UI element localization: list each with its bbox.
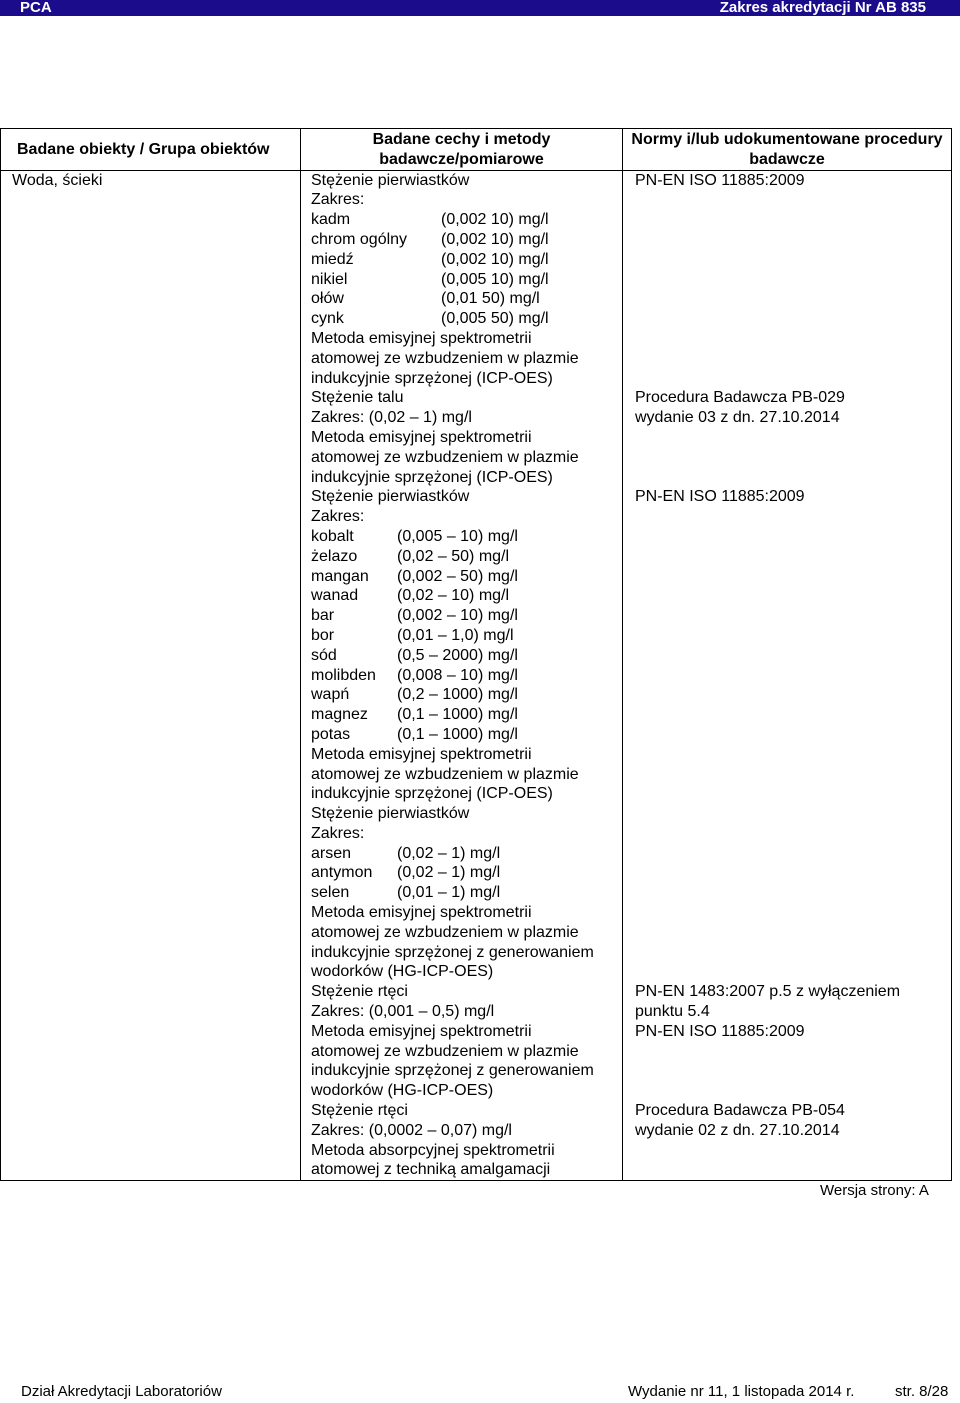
element-range: (0,5 – 2000) mg/l [397, 646, 518, 664]
footer-page-number: str. 8/28 [895, 1383, 949, 1400]
norm-reference: Procedura Badawcza PB-029 [635, 389, 845, 407]
footer-edition: Wydanie nr 11, 1 listopada 2014 r. [628, 1383, 855, 1400]
element-range-row [311, 626, 622, 646]
method-title: Stężenie rtęci [311, 1102, 408, 1120]
page-version: Wersja strony: A [820, 1182, 929, 1199]
method-description-line: atomowej ze wzbudzeniem w plazmie [311, 923, 579, 941]
method-description-line: Metoda emisyjnej spektrometrii [311, 1022, 532, 1040]
element-name: sód [311, 646, 337, 664]
header-org: PCA [20, 0, 52, 16]
method-description-line: Metoda emisyjnej spektrometrii [311, 428, 532, 446]
norm-group [635, 1101, 951, 1180]
norm-group [635, 388, 951, 487]
method-description-line: indukcyjnie sprzężonej (ICP-OES) [311, 468, 553, 486]
method-description-line: wodorków (HG-ICP-OES) [311, 963, 494, 981]
element-range-row [311, 685, 622, 705]
footer-department: Dział Akredytacji Laboratoriów [21, 1383, 222, 1400]
scope-range: Zakres: (0,02 – 1) mg/l [311, 409, 472, 427]
norm-group [635, 982, 951, 1101]
col-header-objects: Badane obiekty / Grupa obiektów [1, 129, 301, 171]
method-description-line: atomowej ze wzbudzeniem w plazmie [311, 448, 579, 466]
method-description-line: Metoda emisyjnej spektrometrii [311, 745, 532, 763]
method-group [311, 982, 622, 1101]
element-range: (0,005 50) mg/l [441, 310, 549, 328]
element-range: (0,002 10) mg/l [441, 211, 549, 229]
methods-cell [301, 170, 623, 1181]
norm-reference: punktu 5.4 [635, 1003, 710, 1021]
element-range-row [311, 250, 622, 270]
method-description-line: atomowej z techniką amalgamacji [311, 1161, 551, 1179]
element-range: (0,002 10) mg/l [441, 250, 549, 268]
element-range: (0,01 – 1,0) mg/l [397, 626, 514, 644]
method-description-line: indukcyjnie sprzężonej (ICP-OES) [311, 369, 553, 387]
method-description-line: Metoda emisyjnej spektrometrii [311, 329, 532, 347]
method-description-line: atomowej ze wzbudzeniem w plazmie [311, 349, 579, 367]
method-description-line: indukcyjnie sprzężonej z generowaniem [311, 943, 594, 961]
element-range: (0,002 – 10) mg/l [397, 607, 518, 625]
element-name: molibden [311, 666, 376, 684]
element-range-row [311, 527, 622, 547]
element-name: żelazo [311, 547, 358, 565]
norm-reference: PN-EN 1483:2007 p.5 z wyłączeniem [635, 983, 901, 1001]
norm-reference: PN-EN ISO 11885:2009 [635, 171, 805, 189]
element-range-row [311, 230, 622, 250]
element-name: bor [311, 626, 335, 644]
col-header-norms: Normy i/lub udokumentowane procedury badawcze [623, 129, 952, 171]
norm-reference: Procedura Badawcza PB-054 [635, 1102, 845, 1120]
method-group [311, 388, 622, 487]
element-range: (0,2 – 1000) mg/l [397, 686, 518, 704]
element-name: ołów [311, 290, 344, 308]
element-range-row [311, 883, 622, 903]
norm-reference: wydanie 02 z dn. 27.10.2014 [635, 1121, 840, 1139]
col-header-methods: Badane cechy i metody badawcze/pomiarowe [301, 129, 623, 171]
element-name: cynk [311, 310, 344, 328]
method-description-line: Metoda emisyjnej spektrometrii [311, 904, 532, 922]
element-name: potas [311, 725, 351, 743]
element-range: (0,1 – 1000) mg/l [397, 706, 518, 724]
element-range: (0,005 – 10) mg/l [397, 527, 518, 545]
header-title: Zakres akredytacji Nr AB 835 [719, 0, 926, 16]
scope-range: Zakres: (0,0002 – 0,07) mg/l [311, 1121, 512, 1139]
method-description-line: Metoda absorpcyjnej spektrometrii [311, 1141, 555, 1159]
element-range-row [311, 646, 622, 666]
norm-group [635, 487, 951, 804]
element-range: (0,01 – 1) mg/l [397, 884, 501, 902]
method-description-line: indukcyjnie sprzężonej (ICP-OES) [311, 785, 553, 803]
element-name: kadm [311, 211, 351, 229]
document-header-bar [0, 0, 960, 16]
method-title: Stężenie pierwiastków [311, 805, 470, 823]
method-description-line: indukcyjnie sprzężonej z generowaniem [311, 1062, 594, 1080]
element-name: chrom ogólny [311, 230, 408, 248]
table-header-row [1, 129, 952, 171]
element-range: (0,02 – 1) mg/l [397, 864, 501, 882]
element-range-row [311, 844, 622, 864]
norm-reference: wydanie 03 z dn. 27.10.2014 [635, 409, 840, 427]
element-name: antymon [311, 864, 373, 882]
element-range: (0,02 – 1) mg/l [397, 844, 501, 862]
element-name: kobalt [311, 527, 354, 545]
element-range-row [311, 309, 622, 329]
method-description-line: atomowej ze wzbudzeniem w plazmie [311, 765, 579, 783]
method-title: Stężenie talu [311, 389, 404, 407]
element-range-row [311, 586, 622, 606]
element-range-row [311, 705, 622, 725]
norms-cell [623, 170, 952, 1181]
norm-group [635, 804, 951, 982]
norm-reference: PN-EN ISO 11885:2009 [635, 488, 805, 506]
element-name: wapń [311, 686, 350, 704]
scope-label: Zakres: [311, 508, 365, 526]
norm-group [635, 171, 951, 389]
element-range: (0,002 10) mg/l [441, 230, 549, 248]
element-range-row [311, 725, 622, 745]
element-name: selen [311, 884, 350, 902]
norm-reference: PN-EN ISO 11885:2009 [635, 1022, 805, 1040]
element-range-row [311, 606, 622, 626]
element-name: mangan [311, 567, 369, 585]
element-range: (0,008 – 10) mg/l [397, 666, 518, 684]
element-range-row [311, 210, 622, 230]
element-name: magnez [311, 706, 368, 724]
element-range-row [311, 567, 622, 587]
scope-label: Zakres: [311, 824, 365, 842]
element-range-row [311, 863, 622, 883]
element-range-row [311, 270, 622, 290]
method-title: Stężenie pierwiastków [311, 171, 470, 189]
accreditation-table [0, 128, 952, 1181]
element-name: nikiel [311, 270, 348, 288]
element-range: (0,01 50) mg/l [441, 290, 540, 308]
element-name: miedź [311, 250, 354, 268]
element-name: wanad [311, 587, 359, 605]
element-name: arsen [311, 844, 352, 862]
method-title: Stężenie rtęci [311, 983, 408, 1001]
element-range-row [311, 547, 622, 567]
method-group [311, 1101, 622, 1180]
method-group [311, 804, 622, 982]
element-range-row [311, 289, 622, 309]
element-range: (0,002 – 50) mg/l [397, 567, 518, 585]
element-range: (0,1 – 1000) mg/l [397, 725, 518, 743]
element-range: (0,02 – 50) mg/l [397, 547, 510, 565]
element-range: (0,005 10) mg/l [441, 270, 549, 288]
method-title: Stężenie pierwiastków [311, 488, 470, 506]
element-name: bar [311, 607, 335, 625]
object-cell: Woda, ścieki [1, 170, 301, 1181]
element-range: (0,02 – 10) mg/l [397, 587, 510, 605]
scope-range: Zakres: (0,001 – 0,5) mg/l [311, 1003, 495, 1021]
method-group [311, 171, 622, 389]
method-group [311, 487, 622, 804]
scope-label: Zakres: [311, 191, 365, 209]
method-description-line: atomowej ze wzbudzeniem w plazmie [311, 1042, 579, 1060]
method-description-line: wodorków (HG-ICP-OES) [311, 1082, 494, 1100]
element-range-row [311, 666, 622, 686]
table-row [1, 170, 952, 1181]
